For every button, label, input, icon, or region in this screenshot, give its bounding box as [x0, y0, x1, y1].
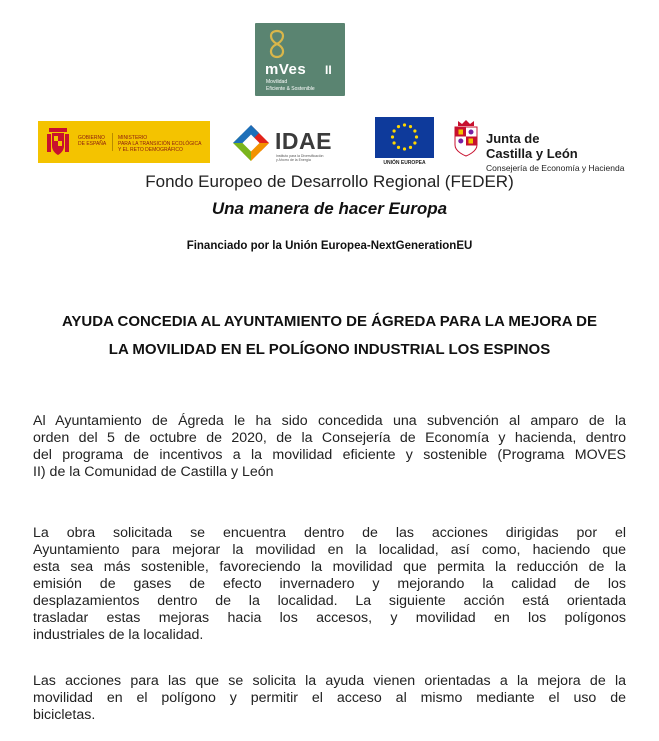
paragraph-line: movilidad en el polígono y permitir el acceso al mismo mediante el uso de: [33, 690, 626, 706]
paragraph-line: desplazamientos dentro de la localidad. La siguiente acción está orientada: [33, 593, 626, 609]
moves-eight-icon: [267, 29, 287, 59]
paragraph-line: emisión de gases de efecto invernadero y mejorando la calidad de los: [33, 576, 626, 592]
eu-flag-icon: [375, 117, 434, 158]
junta-line-1: Junta de: [486, 131, 540, 146]
spain-coat-of-arms-icon: [45, 126, 71, 158]
paragraph-line: industriales de la localidad.: [33, 627, 204, 643]
idae-wordmark: IDAE: [275, 128, 332, 154]
moves-wordmark: mVes: [265, 61, 307, 78]
eu-logo: [375, 117, 434, 169]
paragraph-subsidy: [33, 413, 626, 481]
moves-logo: [255, 23, 345, 96]
paragraph-line: II) de la Comunidad de Castilla y León: [33, 464, 274, 480]
idae-subtitle: Instituto para la Diversificación y Ahorro de la Energía: [276, 154, 324, 162]
gobierno-text: GOBIERNO DE ESPAÑA: [78, 135, 107, 147]
paragraph-project: [33, 525, 626, 644]
feder-motto: Una manera de hacer Europa: [211, 199, 448, 218]
paragraph-line: del programa de incentivos a la movilidad eficiente y sostenible (Programa MOVES: [33, 447, 626, 463]
moves-subtitle-2: Eficiente & Sostenible: [266, 86, 315, 92]
paragraph-line: Al Ayuntamiento de Ágreda le ha sido concedida una subvención al amparo de la: [33, 413, 626, 429]
gobierno-espana-logo: [38, 121, 210, 163]
junta-consejeria: Consejería de Economía y Hacienda: [486, 163, 625, 173]
idae-diamond-icon: [231, 123, 271, 163]
paragraph-line: bicicletas.: [33, 707, 96, 723]
junta-line-2: Castilla y León: [486, 146, 578, 161]
feder-heading: Fondo Europeo de Desarrollo Regional (FEDER): [145, 172, 514, 191]
funding-note: Financiado por la Unión Europea-NextGenerationEU: [186, 240, 473, 252]
paragraph-line: esta sea más sostenible, favoreciendo la movilidad que permita la reducción de la: [33, 559, 626, 575]
eu-label: UNIÓN EUROPEA: [383, 160, 426, 166]
ministerio-text: MINISTERIO PARA LA TRANSICIÓN ECOLÓGICA Y EL RETO DEMOGRÁFICO: [118, 135, 202, 153]
gobierno-divider: [112, 133, 113, 151]
moves-subtitle-1: Movilidad: [266, 79, 288, 85]
junta-castilla-leon-logo: [452, 118, 632, 176]
paragraph-line: Ayuntamiento para mejorar la movilidad en la localidad, así como, haciendo que: [33, 542, 626, 558]
paragraph-actions: [33, 673, 626, 724]
castilla-leon-crest-icon: [452, 119, 480, 157]
paragraph-line: orden del 5 de octubre de 2020, de la Consejería de Economía y hacienda, dentro: [33, 430, 626, 446]
document-title-line-1: AYUDA CONCEDIA AL AYUNTAMIENTO DE ÁGREDA PARA LA MEJORA DE: [61, 313, 598, 330]
paragraph-line: La obra solicitada se encuentra dentro de las acciones dirigidas por el: [33, 525, 626, 541]
moves-version: II: [325, 63, 332, 77]
idae-logo: [229, 120, 347, 166]
paragraph-line: Las acciones para las que se solicita la ayuda vienen orientadas a la mejora de la: [33, 673, 626, 689]
document-title-line-2: LA MOVILIDAD EN EL POLÍGONO INDUSTRIAL LOS ESPINOS: [108, 341, 551, 358]
paragraph-line: trasladar estas mejoras hacia los accesos, y movilidad en los polígonos: [33, 610, 626, 626]
